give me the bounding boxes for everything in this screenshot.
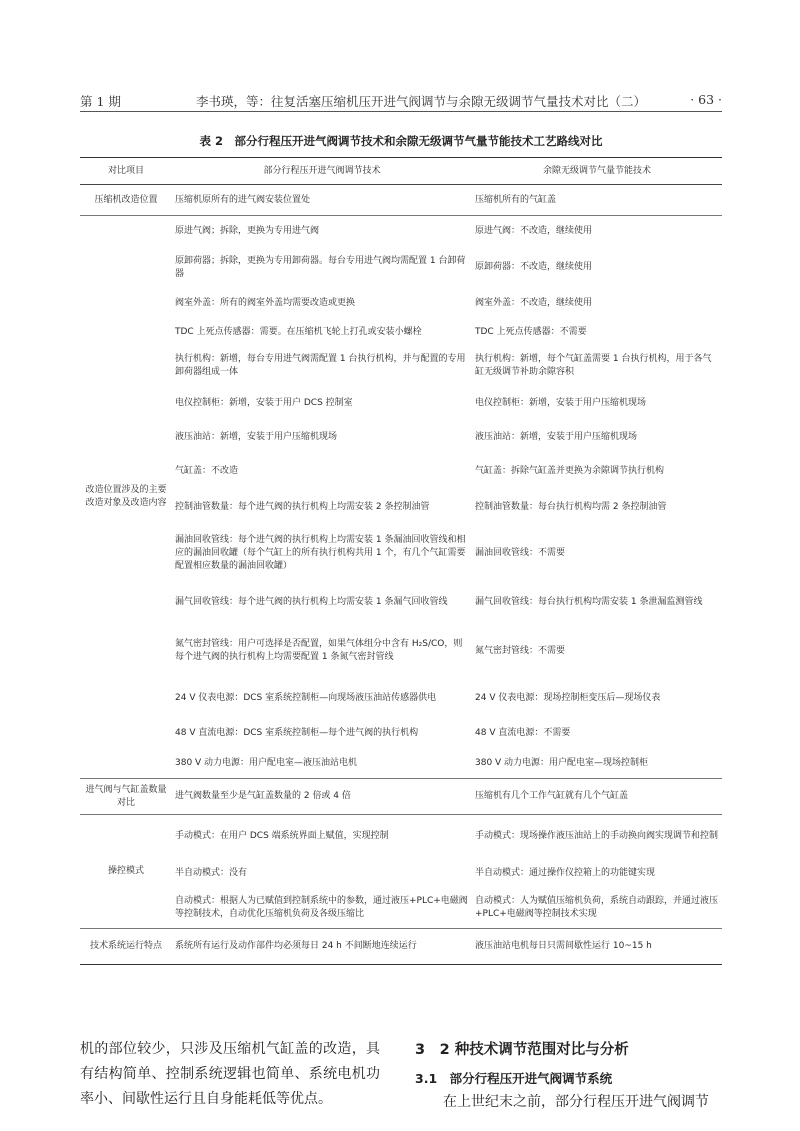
inlet-valve-cell: 原进气阀；拆除，更换为专用进气阀 xyxy=(172,216,472,248)
table-caption: 表 2 部分行程压开进气阀调节技术和余隙无级调节气量节能技术工艺路线对比 xyxy=(199,134,603,148)
clearance-cell: 漏气回收管线：每台执行机构均需安装 1 条泄漏监测管线 xyxy=(475,597,703,607)
clearance-cell: 阀室外盖：不改造，继续使用 xyxy=(475,297,593,308)
inlet-valve-cell: 控制油管数量：每个进气阀的执行机构上均需安装 2 条控制油管 xyxy=(175,502,430,512)
clearance-cell: 手动模式：现场操作液压油站上的手动换向阀实现调节和控制 xyxy=(472,815,722,859)
table-row xyxy=(80,288,722,319)
inlet-valve-cell: 48 V 直流电源：DCS 室系统控制柜—每个进气阀的执行机构 xyxy=(175,728,419,738)
inlet-valve-cell: 原卸荷器；拆除，更换为专用卸荷器。每台专用进气阀均需配置 1 台卸荷器 xyxy=(175,255,466,279)
clearance-cell: 液压油站电机每日只需间歇性运行 10~15 h xyxy=(472,929,722,965)
row-item: 操控模式 xyxy=(80,815,172,929)
running-title: 李书瑛，等：往复活塞压缩机压开进气阀调节与余隙无级调节气量技术对比（二） xyxy=(196,94,647,109)
table-row xyxy=(80,815,722,859)
row-item: 压缩机改造位置 xyxy=(94,194,158,205)
clearance-cell: 压缩机有几个工作气缸就有几个气缸盖 xyxy=(472,779,722,815)
page-number: · 63 · xyxy=(690,92,722,107)
inlet-valve-cell: 电仪控制柜：新增，安装于用户 DCS 控制室 xyxy=(175,398,353,408)
table-row xyxy=(80,749,722,779)
table-row xyxy=(80,454,722,490)
running-header xyxy=(80,88,722,112)
table-row xyxy=(80,859,722,889)
clearance-cell: 半自动模式：通过操作仪控箱上的功能键实现 xyxy=(475,868,656,878)
clearance-cell: 24 V 仪表电源：现场控制柜变压后—现场仪表 xyxy=(475,693,661,703)
inlet-valve-cell: 漏气回收管线：每个进气阀的执行机构上均需安装 1 条漏气回收管线 xyxy=(175,597,448,607)
table-row xyxy=(80,929,722,965)
clearance-cell: 380 V 动力电源：用户配电室—现场控制柜 xyxy=(475,757,649,768)
inlet-valve-cell: 半自动模式：没有 xyxy=(175,868,248,878)
table-row xyxy=(80,779,722,815)
table-row xyxy=(80,319,722,346)
clearance-cell: 压缩机所有的气缸盖 xyxy=(475,194,557,205)
table-row xyxy=(80,422,722,454)
issue-number: 第 1 期 xyxy=(80,94,121,109)
inlet-valve-cell: 气缸盖：不改造 xyxy=(175,466,239,476)
row-item: 技术系统运行特点 xyxy=(80,929,172,965)
clearance-cell: 漏油回收管线：不需要 xyxy=(475,548,566,558)
clearance-cell: 气缸盖：拆除气缸盖并更换为余隙调节执行机构 xyxy=(475,466,665,476)
clearance-cell: 原进气阀：不改造，继续使用 xyxy=(472,216,722,248)
table-row xyxy=(80,248,722,288)
section-heading-3: 3 2 种技术调节范围对比与分析 xyxy=(415,1042,629,1058)
clearance-cell: 原卸荷器：不改造，继续使用 xyxy=(475,262,593,272)
inlet-valve-cell: 380 V 动力电源：用户配电室—液压油站电机 xyxy=(175,757,358,768)
clearance-cell: 自动模式：人为赋值压缩机负荷，系统自动跟踪，并通过液压+PLC+电磁阀等控制技术实现 xyxy=(475,896,719,920)
inlet-valve-cell: TDC 上死点传感器：需要。在压缩机飞轮上打孔或安装小螺栓 xyxy=(175,326,422,337)
row-item: 进气阀与气缸盖数量对比 xyxy=(80,779,172,815)
inlet-valve-cell: 压缩机原所有的进气阀安装位置处 xyxy=(175,194,311,205)
table-row xyxy=(80,679,722,719)
comparison-table xyxy=(80,157,722,965)
table-header-row xyxy=(80,158,722,185)
inlet-valve-cell: 手动模式：在用户 DCS 端系统界面上赋值，实现控制 xyxy=(172,815,472,859)
header-compare-item: 对比项目 xyxy=(80,158,172,185)
inlet-valve-cell: 执行机构：新增，每台专用进气阀需配置 1 台执行机构，并与配置的专用卸荷器组成一体 xyxy=(175,353,466,377)
inlet-valve-cell: 自动模式：根据人为已赋值到控制系统中的参数，通过液压+PLC+电磁阀等控制技术，自动优化压缩机负荷及各级压缩比 xyxy=(175,896,468,920)
header-rule xyxy=(80,111,722,112)
clearance-cell: TDC 上死点传感器：不需要 xyxy=(475,326,587,337)
inlet-valve-cell: 系统所有运行及动作部件均必须每日 24 h 不间断地连续运行 xyxy=(172,929,472,965)
header-clearance-tech: 余隙无级调节气量节能技术 xyxy=(472,158,722,185)
clearance-cell: 氮气密封管线：不需要 xyxy=(475,645,566,656)
clearance-cell: 48 V 直流电源：不需要 xyxy=(475,728,571,738)
inlet-valve-cell: 24 V 仪表电源：DCS 室系统控制柜—向现场液压油站传感器供电 xyxy=(175,693,437,703)
table-row xyxy=(80,526,722,582)
table-row xyxy=(80,386,722,422)
table-row xyxy=(80,185,722,216)
table-row xyxy=(80,346,722,386)
inlet-valve-cell: 氮气密封管线：用户可选择是否配置，如果气体组分中含有 H₂S/CO，则每个进气阀的执行机构上均需要配置 1 条氮气密封管线 xyxy=(175,639,463,662)
inlet-valve-cell: 进气阀数量至少是气缸盖数量的 2 倍或 4 倍 xyxy=(172,779,472,815)
inlet-valve-cell: 阀室外盖：所有的阀室外盖均需要改造或更换 xyxy=(175,297,356,308)
table-row xyxy=(80,624,722,679)
body-paragraph-left: 机的部位较少，只涉及压缩机气缸盖的改造，具有结构简单、控制系统逻辑也简单、系统电机功率小、间歇性运行且自身能耗低等优点。 xyxy=(80,1041,380,1107)
subsection-heading-3-1: 3.1 部分行程压开进气阀调节系统 xyxy=(415,1071,613,1086)
clearance-cell: 控制油管数量：每台执行机构均需 2 条控制油管 xyxy=(475,502,667,512)
clearance-cell: 执行机构：新增，每个气缸盖需要 1 台执行机构，用于各气缸无级调节补助余隙容积 xyxy=(475,353,712,377)
table-row xyxy=(80,719,722,749)
clearance-cell: 液压油站：新增，安装于用户压缩机现场 xyxy=(475,432,638,442)
clearance-cell: 电仪控制柜：新增，安装于用户压缩机现场 xyxy=(475,398,647,408)
header-inlet-valve-tech: 部分行程压开进气阀调节技术 xyxy=(172,158,472,185)
table-row xyxy=(80,889,722,929)
table-row xyxy=(80,216,722,248)
body-paragraph-right: 在上世纪末之前，部分行程压开进气阀调节 xyxy=(443,1094,709,1110)
inlet-valve-cell: 漏油回收管线：每个进气阀的执行机构上均需安装 1 条漏油回收管线和相应的漏油回收罐（每个气缸上的所有执行机构共用 1 个，有几个气缸需要配置相应数量的漏油回收罐） xyxy=(175,535,466,571)
inlet-valve-cell: 液压油站：新增，安装于用户压缩机现场 xyxy=(175,432,338,442)
row-item: 改造位置涉及的主要改造对象及改造内容 xyxy=(80,216,172,779)
table-row xyxy=(80,582,722,624)
table-row xyxy=(80,490,722,526)
